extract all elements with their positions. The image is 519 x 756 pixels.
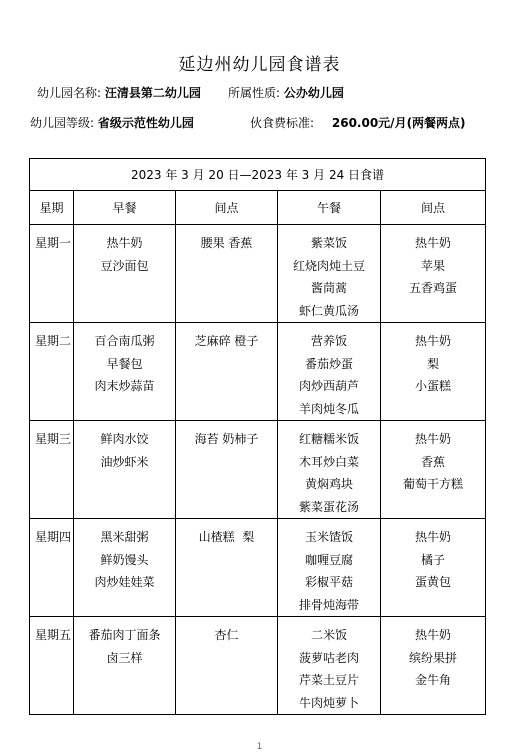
menu-item: 牛肉炖萝卜 xyxy=(298,695,359,710)
lunch-cell xyxy=(278,519,381,617)
menu-item: 木耳炒白菜 xyxy=(298,454,359,469)
menu-item: 热牛奶 xyxy=(106,236,143,250)
menu-item: 番茄肉丁面条 xyxy=(88,628,161,642)
afternoon-snack-cell xyxy=(381,519,486,617)
weekday-cell xyxy=(30,323,74,421)
kindergarten-name-value: 汪清县第二幼儿园 xyxy=(104,86,201,100)
weekday-header: 星期 xyxy=(30,191,74,225)
menu-table-caption: 2023 年 3 月 20 日—2023 年 3 月 24 日食谱 xyxy=(30,159,486,191)
menu-item: 海苔 奶柿子 xyxy=(194,432,259,446)
weekday-label: 星期三 xyxy=(35,432,72,446)
table-row xyxy=(30,519,486,617)
breakfast-cell xyxy=(74,617,176,715)
lunch-header: 午餐 xyxy=(278,191,381,225)
snack-cell xyxy=(176,519,278,617)
menu-item: 山楂糕 梨 xyxy=(198,530,255,544)
weekday-cell xyxy=(30,519,74,617)
menu-item: 黑米甜粥 xyxy=(100,530,149,544)
menu-item: 彩椒平菇 xyxy=(304,575,353,589)
snack-cell xyxy=(176,617,278,715)
kindergarten-nature-value: 公办幼儿园 xyxy=(283,86,344,100)
table-row xyxy=(30,617,486,715)
snack-header: 间点 xyxy=(176,191,278,225)
menu-table-body xyxy=(30,225,486,715)
weekday-cell xyxy=(30,225,74,323)
menu-item: 虾仁黄瓜汤 xyxy=(298,303,359,318)
snack-cell xyxy=(176,421,278,519)
lunch-cell xyxy=(278,323,381,421)
menu-item: 紫菜饭 xyxy=(310,236,347,250)
menu-item: 咖喱豆腐 xyxy=(304,552,353,567)
menu-item: 番茄炒蛋 xyxy=(304,356,353,371)
menu-item: 芹菜土豆片 xyxy=(298,673,359,687)
menu-item: 紫菜蛋花汤 xyxy=(298,499,359,514)
menu-item: 卤三样 xyxy=(106,650,143,665)
meal-fee-value: 260.00元/月(两餐两点) xyxy=(331,116,466,130)
kindergarten-nature-label: 所属性质: xyxy=(228,86,281,100)
snack-cell xyxy=(176,225,278,323)
menu-item: 腰果 香蕉 xyxy=(200,236,253,250)
kindergarten-nature xyxy=(228,84,344,101)
menu-item: 苹果 xyxy=(421,258,446,273)
menu-item: 热牛奶 xyxy=(415,236,452,250)
menu-item: 百合南瓜粥 xyxy=(94,334,155,348)
afternoon-snack-cell xyxy=(381,323,486,421)
table-row xyxy=(30,323,486,421)
menu-item: 葡萄干方糕 xyxy=(403,477,464,491)
page-number: 1 xyxy=(256,742,263,752)
menu-item: 小蛋糕 xyxy=(415,379,452,393)
menu-item: 蛋黄包 xyxy=(415,575,452,589)
weekday-cell xyxy=(30,421,74,519)
menu-item: 香蕉 xyxy=(421,454,446,469)
menu-item: 缤纷果拼 xyxy=(409,650,458,665)
menu-item: 鲜奶馒头 xyxy=(100,552,149,567)
lunch-cell xyxy=(278,421,381,519)
menu-item: 红烧肉炖土豆 xyxy=(292,258,365,273)
menu-item: 热牛奶 xyxy=(415,628,452,642)
breakfast-cell xyxy=(74,225,176,323)
menu-item: 芝麻碎 橙子 xyxy=(194,334,259,348)
weekday-label: 星期四 xyxy=(35,530,72,544)
weekday-label: 星期二 xyxy=(35,334,72,348)
afternoon-snack-cell xyxy=(381,421,486,519)
menu-item: 羊肉炖冬瓜 xyxy=(298,401,359,416)
breakfast-cell xyxy=(74,421,176,519)
menu-item: 排骨炖海带 xyxy=(298,597,359,612)
breakfast-cell xyxy=(74,519,176,617)
breakfast-cell xyxy=(74,323,176,421)
menu-item: 热牛奶 xyxy=(415,334,452,348)
menu-item: 酱茼蒿 xyxy=(310,281,347,295)
afternoon-snack-cell xyxy=(381,225,486,323)
menu-item: 二米饭 xyxy=(310,628,347,642)
menu-item: 菠萝咕老肉 xyxy=(298,650,359,665)
menu-table xyxy=(29,158,486,715)
menu-item: 油炒虾米 xyxy=(100,454,149,469)
weekday-label: 星期一 xyxy=(35,236,72,250)
kindergarten-grade-label: 幼儿园等级: xyxy=(30,116,95,130)
lunch-cell xyxy=(278,225,381,323)
snack-cell xyxy=(176,323,278,421)
table-row xyxy=(30,225,486,323)
menu-item: 热牛奶 xyxy=(415,432,452,446)
weekday-cell xyxy=(30,617,74,715)
afternoon-snack-cell xyxy=(381,617,486,715)
table-row xyxy=(30,421,486,519)
menu-table-header-row xyxy=(30,191,486,225)
menu-item: 五香鸡蛋 xyxy=(409,281,458,295)
menu-item: 玉米馇饭 xyxy=(304,530,353,544)
lunch-cell xyxy=(278,617,381,715)
meal-fee xyxy=(250,114,466,131)
menu-item: 肉末炒蒜苗 xyxy=(94,379,155,393)
menu-item: 金牛角 xyxy=(415,673,452,687)
kindergarten-name xyxy=(37,84,201,101)
menu-item: 营养饭 xyxy=(310,334,347,348)
kindergarten-grade-value: 省级示范性幼儿园 xyxy=(97,116,194,130)
menu-item: 鲜肉水饺 xyxy=(100,432,149,446)
meal-fee-label: 伙食费标准: xyxy=(250,116,315,130)
menu-item: 肉炒西葫芦 xyxy=(298,379,359,393)
menu-table-caption-row xyxy=(30,159,486,191)
afternoon-snack-header: 间点 xyxy=(381,191,486,225)
menu-item: 黄焖鸡块 xyxy=(304,477,353,491)
menu-item: 热牛奶 xyxy=(415,530,452,544)
menu-item: 豆沙面包 xyxy=(100,258,149,273)
menu-item: 红糖糯米饭 xyxy=(298,432,359,446)
kindergarten-grade xyxy=(30,114,194,131)
page-title: 延边州幼儿园食谱表 xyxy=(178,55,341,75)
weekday-label: 星期五 xyxy=(35,628,72,642)
menu-item: 橘子 xyxy=(421,552,446,567)
menu-item: 肉炒娃娃菜 xyxy=(94,575,155,589)
menu-item: 早餐包 xyxy=(106,356,143,371)
kindergarten-name-label: 幼儿园名称: xyxy=(37,86,102,100)
menu-item: 梨 xyxy=(427,356,440,371)
breakfast-header: 早餐 xyxy=(74,191,176,225)
menu-item: 杏仁 xyxy=(214,628,239,642)
